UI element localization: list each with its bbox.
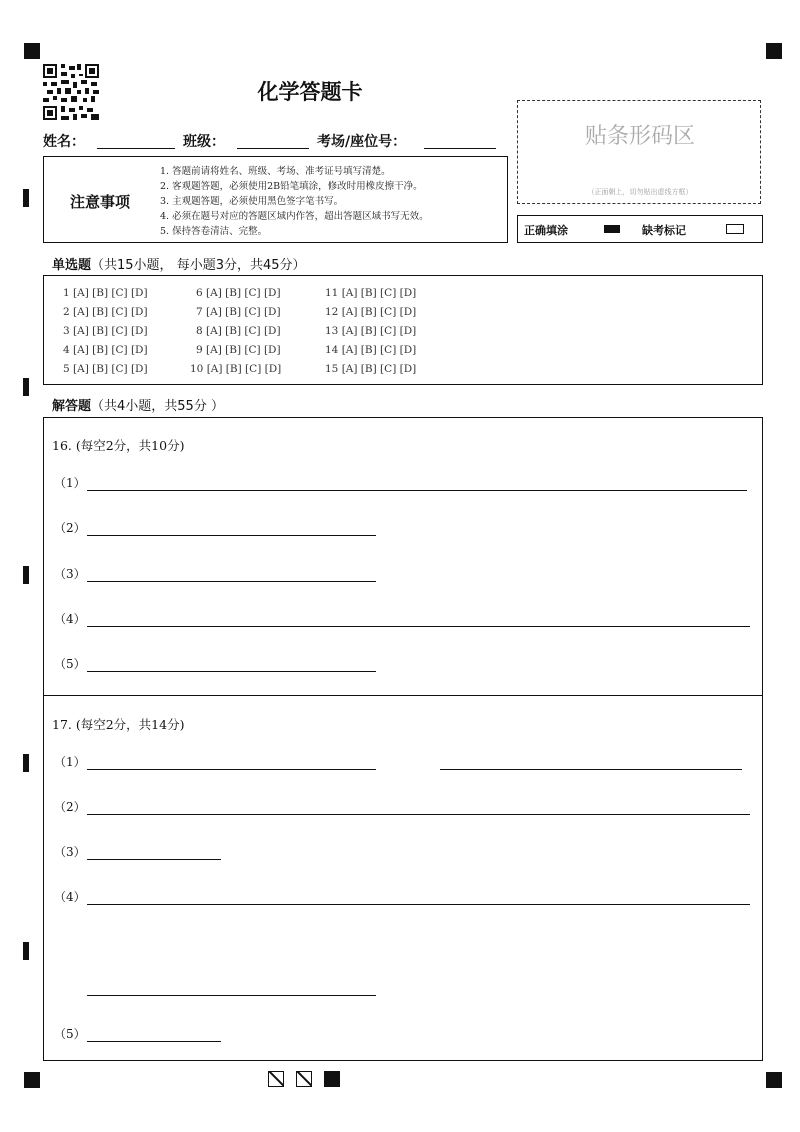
qr-code-icon [43,64,99,120]
q17-answer-5[interactable] [87,1041,221,1042]
barcode-area [517,100,761,204]
timing-mark [23,566,29,584]
question-16-heading: 16. (每空2分，共10分) [52,438,185,453]
single-choice-detail: （共15小题， 每小题3分，共45分） [91,258,306,273]
single-choice-title: 单选题 [52,258,92,273]
notice-item: 1. 答题前请将姓名、班级、考场、准考证号填写清楚。 [160,166,391,177]
correct-fill-sample [604,225,620,233]
notice-item: 5. 保持答卷清洁、完整。 [160,226,268,237]
mc-question-8[interactable]: 8 [A] [B] [C] [D] [196,325,281,337]
q17-answer-1b[interactable] [440,769,742,770]
class-field[interactable] [237,148,309,149]
q16-answer-2[interactable] [87,535,376,536]
q17-answer-2[interactable] [87,814,750,815]
q16-blank-3-label: （3） [54,567,86,581]
question-17-heading: 17. (每空2分，共14分) [52,717,185,732]
q16-blank-5-label: （5） [54,657,86,671]
seat-field[interactable] [424,148,496,149]
mc-question-4[interactable]: 4 [A] [B] [C] [D] [63,344,148,356]
q17-blank-2-label: （2） [54,800,86,814]
page-mark-slash-icon [268,1071,284,1087]
q16-answer-1[interactable] [87,490,747,491]
notice-list [160,164,429,239]
registration-mark-bottom-right [766,1072,782,1088]
mc-question-13[interactable]: 13 [A] [B] [C] [D] [325,325,417,337]
mc-question-3[interactable]: 3 [A] [B] [C] [D] [63,325,148,337]
q16-blank-1-label: （1） [54,476,86,490]
q17-answer-4b[interactable] [87,995,376,996]
mc-question-14[interactable]: 14 [A] [B] [C] [D] [325,344,417,356]
q16-answer-4[interactable] [87,626,750,627]
question-16-box [43,417,763,696]
mc-question-6[interactable]: 6 [A] [B] [C] [D] [196,287,281,299]
notice-item: 4. 必须在题号对应的答题区域内作答，超出答题区域书写无效。 [160,211,429,222]
q16-blank-4-label: （4） [54,612,86,626]
name-label: 姓名： [43,134,85,150]
barcode-area-title: 贴条形码区 [584,124,695,149]
free-response-heading [52,395,224,414]
single-choice-heading [52,254,306,273]
mc-question-9[interactable]: 9 [A] [B] [C] [D] [196,344,281,356]
registration-mark-top-right [766,43,782,59]
q17-blank-4-label: （4） [54,890,86,904]
q16-answer-3[interactable] [87,581,376,582]
correct-fill-label: 正确填涂 [524,224,568,237]
seat-label: 考场/座位号： [317,134,407,150]
notice-item: 3. 主观题答题，必须使用黑色签字笔书写。 [160,196,344,207]
mc-question-11[interactable]: 11 [A] [B] [C] [D] [325,287,417,299]
registration-mark-bottom-left [24,1072,40,1088]
q16-answer-5[interactable] [87,671,376,672]
mc-question-1[interactable]: 1 [A] [B] [C] [D] [63,287,148,299]
timing-mark [23,378,29,396]
mc-question-10[interactable]: 10 [A] [B] [C] [D] [190,363,282,375]
q17-blank-3-label: （3） [54,845,86,859]
notice-box [43,156,508,243]
question-17-box [43,695,763,1061]
mc-question-5[interactable]: 5 [A] [B] [C] [D] [63,363,148,375]
q16-blank-2-label: （2） [54,521,86,535]
absent-mark-checkbox[interactable] [726,224,744,234]
timing-mark [23,942,29,960]
class-label: 班级： [183,134,225,150]
mc-question-2[interactable]: 2 [A] [B] [C] [D] [63,306,148,318]
barcode-area-note: （正面朝上，切勿贴出虚线方框） [587,188,693,196]
q17-answer-1a[interactable] [87,769,376,770]
q17-blank-1-label: （1） [54,755,86,769]
q17-blank-5-label: （5） [54,1027,86,1041]
page-title: 化学答题卡 [257,80,363,104]
registration-mark-top-left [24,43,40,59]
free-response-detail: （共4小题，共55分 ） [91,399,224,414]
single-choice-grid [43,275,763,385]
mc-question-15[interactable]: 15 [A] [B] [C] [D] [325,363,417,375]
q17-answer-3[interactable] [87,859,221,860]
page-mark-filled-icon [324,1071,340,1087]
mc-question-7[interactable]: 7 [A] [B] [C] [D] [196,306,281,318]
page-mark-slash-icon [296,1071,312,1087]
free-response-title: 解答题 [52,399,92,414]
notice-title: 注意事项 [69,193,130,211]
absent-mark-label: 缺考标记 [642,224,686,237]
name-field[interactable] [97,148,175,149]
mc-question-12[interactable]: 12 [A] [B] [C] [D] [325,306,417,318]
q17-answer-4a[interactable] [87,904,750,905]
fill-legend [517,215,763,243]
timing-mark [23,189,29,207]
notice-item: 2. 客观题答题，必须使用2B铅笔填涂，修改时用橡皮擦干净。 [160,181,423,192]
timing-mark [23,754,29,772]
